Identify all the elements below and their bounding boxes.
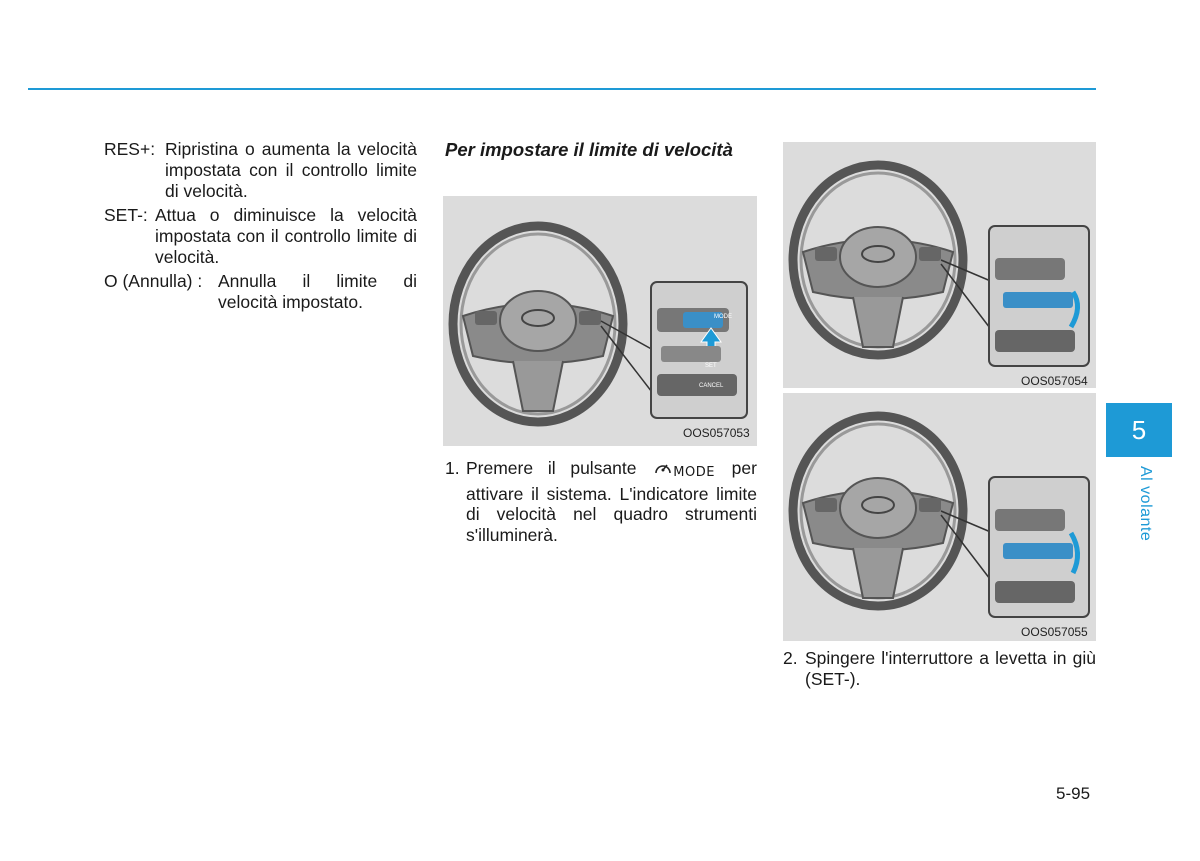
definition-term: O (Annulla) : [104, 271, 203, 291]
mode-button-label: MODE [673, 465, 715, 480]
figure-code: OOS057054 [1021, 374, 1088, 388]
step-text-after: per attivare il sistema. L'indicatore limite di velocità nel quadro strumenti s'illuminerà. [466, 458, 757, 545]
definition-text: Annulla il limite di velocità impostato. [218, 271, 417, 312]
chapter-name: Al volante [1137, 466, 1154, 542]
steering-wheel-illustration [443, 196, 757, 446]
figure-steering-wheel-mode [443, 196, 757, 446]
mode-switch-label: MODE [714, 314, 732, 320]
figure-steering-wheel-set-down [783, 393, 1096, 641]
definition-item [104, 271, 417, 313]
step-number: 1. [445, 458, 460, 478]
step-item [445, 458, 757, 545]
figure-code: OOS057053 [683, 426, 750, 440]
definition-text: Attua o diminuisce la velocità impostata con il controllo limite di velocità. [155, 205, 417, 267]
figure-code: OOS057055 [1021, 625, 1088, 639]
steering-wheel-illustration [783, 393, 1096, 641]
mode-button-icon [653, 460, 715, 484]
figure-steering-wheel-set-up [783, 142, 1096, 388]
step-text [445, 458, 757, 545]
definition-term: RES+: [104, 139, 156, 159]
step-number: 2. [783, 648, 798, 668]
chapter-number-tab: 5 [1106, 403, 1172, 457]
definition-item [104, 205, 417, 268]
page-number: 5-95 [1056, 784, 1091, 803]
step-text-before: Premere il pulsante [466, 458, 637, 478]
definition-term: SET-: [104, 205, 148, 225]
definition-item [104, 139, 417, 202]
steering-wheel-illustration [783, 142, 1096, 388]
definition-text: Ripristina o aumenta la velocità impostata con il controllo limite di velocità. [165, 139, 417, 201]
step-text: Spingere l'interruttore a levetta in giù (SET-). [805, 648, 1096, 689]
set-switch-label: SET [705, 363, 717, 369]
cancel-switch-label: CANCEL [699, 383, 724, 389]
header-rule [28, 88, 1096, 90]
step-item [783, 648, 1096, 689]
section-heading: Per impostare il limite di velocità [445, 139, 733, 160]
